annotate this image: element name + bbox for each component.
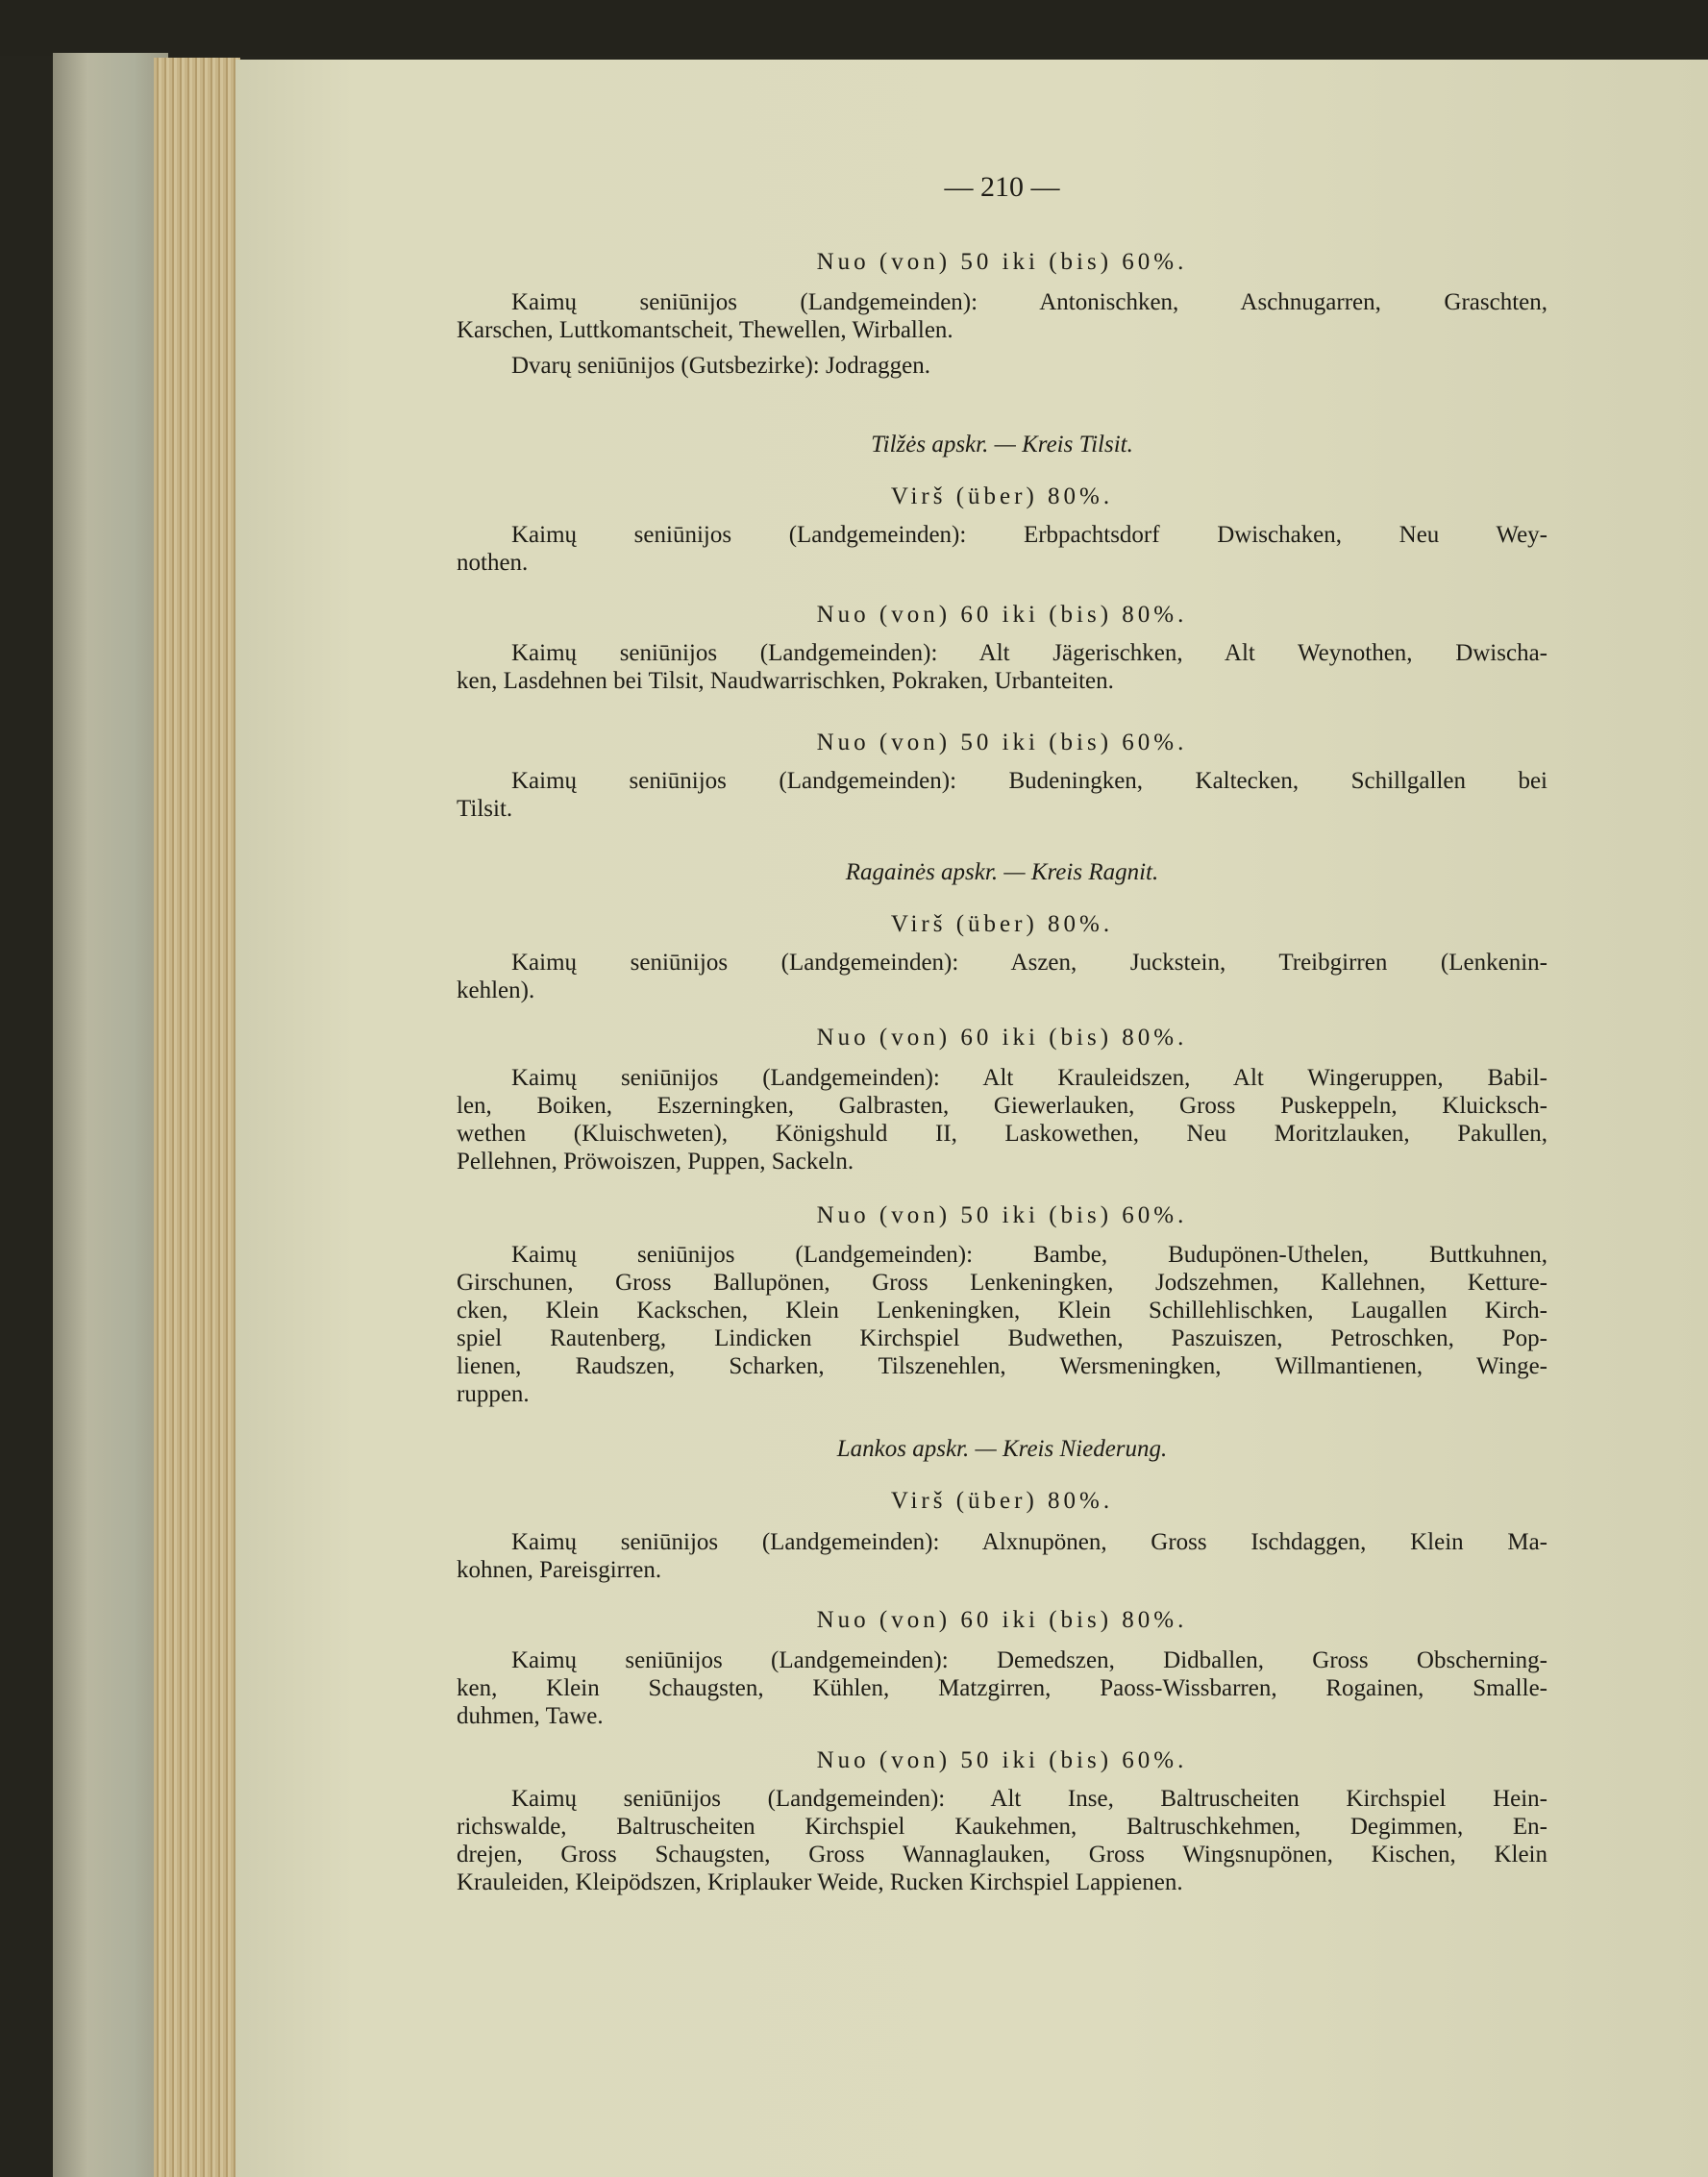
text-line: wethen (Kluischweten), Königshuld II, Laskowethen, Neu Moritzlauken, Pakullen, [457,1121,1547,1147]
text-line: cken, Klein Kackschen, Klein Lenkeningken, Klein Schillehlischken, Laugallen Kirch- [457,1298,1547,1324]
percentage-heading [457,601,1547,629]
heading-text: Virš (über) 80%. [890,911,1114,937]
text-line: ken, Klein Schaugsten, Kühlen, Matzgirren, Paoss-Wissbarren, Rogainen, Smalle- [457,1675,1547,1701]
text-line: kohnen, Pareisgirren. [457,1557,662,1583]
text-line: Kaimų seniūnijos (Landgemeinden): Erbpachtsdorf Dwischaken, Neu Wey- [511,522,1547,548]
heading-text: Virš (über) 80%. [890,1488,1114,1514]
text-line: ruppen. [457,1381,530,1407]
scan-border-top [0,0,1708,56]
text-line: richswalde, Baltruscheiten Kirchspiel Kaukehmen, Baltruschkehmen, Degimmen, En- [457,1814,1547,1840]
page-number [457,173,1547,201]
text-line: Kaimų seniūnijos (Landgemeinden): Alt Krauleidszen, Alt Wingeruppen, Babil- [511,1065,1547,1091]
heading-text: Nuo (von) 60 iki (bis) 80%. [816,1607,1188,1633]
text-line: Kaimų seniūnijos (Landgemeinden): Budeningken, Kaltecken, Schillgallen bei [511,768,1547,794]
text-line: Kaimų seniūnijos (Landgemeinden): Antonischken, Aschnugarren, Graschten, [511,289,1547,315]
heading-text: Nuo (von) 50 iki (bis) 60%. [816,249,1188,275]
text-line: Pellehnen, Pröwoiszen, Puppen, Sackeln. [457,1149,854,1175]
text-line: duhmen, Tawe. [457,1703,604,1729]
paragraph [457,352,1547,380]
percentage-heading [457,1201,1547,1229]
paragraph [457,1064,1547,1175]
percentage-heading [457,729,1547,756]
page-edges [154,58,240,2177]
paragraph [457,521,1547,577]
heading-text: Virš (über) 80%. [890,483,1114,509]
paragraph [457,1241,1547,1408]
text-line: Tilsit. [457,796,513,822]
text-line: Dvarų seniūnijos (Gutsbezirke): Jodraggen. [511,353,930,379]
heading-text: Nuo (von) 50 iki (bis) 60%. [816,730,1188,755]
percentage-heading [457,1024,1547,1051]
paragraph [457,1528,1547,1584]
percentage-heading [457,1606,1547,1634]
text-line: spiel Rautenberg, Lindicken Kirchspiel Budwethen, Paszuiszen, Petroschken, Pop- [457,1325,1547,1351]
heading-text: Nuo (von) 50 iki (bis) 60%. [816,1747,1188,1773]
heading-text: Ragainės apskr. — Kreis Ragnit. [845,859,1159,885]
paragraph [457,767,1547,823]
district-heading [457,858,1547,886]
text-line: Karschen, Luttkomantscheit, Thewellen, Wirballen. [457,317,953,343]
paragraph [457,1785,1547,1896]
paragraph [457,1646,1547,1730]
text-line: drejen, Gross Schaugsten, Gross Wannaglauken, Gross Wingsnupönen, Kischen, Klein [457,1842,1547,1868]
heading-text: Nuo (von) 50 iki (bis) 60%. [816,1202,1188,1228]
text-line: len, Boiken, Eszerningken, Galbrasten, Giewerlauken, Gross Puskeppeln, Kluicksch- [457,1093,1547,1119]
percentage-heading [457,1487,1547,1515]
book-cover-edge [53,53,168,2177]
heading-text: Nuo (von) 60 iki (bis) 80%. [816,1025,1188,1051]
district-heading [457,431,1547,458]
paragraph [457,288,1547,344]
paragraph [457,949,1547,1004]
heading-text: Lankos apskr. — Kreis Niederung. [836,1436,1168,1462]
text-line: kehlen). [457,977,535,1003]
text-line: Girschunen, Gross Ballupönen, Gross Lenkeningken, Jodszehmen, Kallehnen, Ketture- [457,1270,1547,1296]
text-line: Kaimų seniūnijos (Landgemeinden): Alxnupönen, Gross Ischdaggen, Klein Ma- [511,1529,1547,1555]
paragraph [457,639,1547,695]
text-line: nothen. [457,550,529,576]
page-number-text: — 210 — [944,171,1060,203]
district-heading [457,1435,1547,1463]
text-line: Kaimų seniūnijos (Landgemeinden): Alt Jägerischken, Alt Weynothen, Dwischa- [511,640,1547,666]
percentage-heading [457,910,1547,938]
text-line: ken, Lasdehnen bei Tilsit, Naudwarrischken, Pokraken, Urbanteiten. [457,668,1114,694]
heading-text: Tilžės apskr. — Kreis Tilsit. [871,432,1133,458]
percentage-heading [457,248,1547,276]
heading-text: Nuo (von) 60 iki (bis) 80%. [816,602,1188,628]
text-line: Kaimų seniūnijos (Landgemeinden): Bambe, Budupönen-Uthelen, Buttkuhnen, [511,1242,1547,1268]
text-line: Krauleiden, Kleipödszen, Kriplauker Weide, Rucken Kirchspiel Lappienen. [457,1869,1183,1895]
text-line: Kaimų seniūnijos (Landgemeinden): Alt Inse, Baltruscheiten Kirchspiel Hein- [511,1786,1547,1812]
percentage-heading [457,1746,1547,1774]
text-line: Kaimų seniūnijos (Landgemeinden): Aszen, Juckstein, Treibgirren (Lenkenin- [511,950,1547,976]
percentage-heading [457,482,1547,510]
text-line: lienen, Raudszen, Scharken, Tilszenehlen, Wersmeningken, Willmantienen, Winge- [457,1353,1547,1379]
text-line: Kaimų seniūnijos (Landgemeinden): Demedszen, Didballen, Gross Obscherning- [511,1647,1547,1673]
